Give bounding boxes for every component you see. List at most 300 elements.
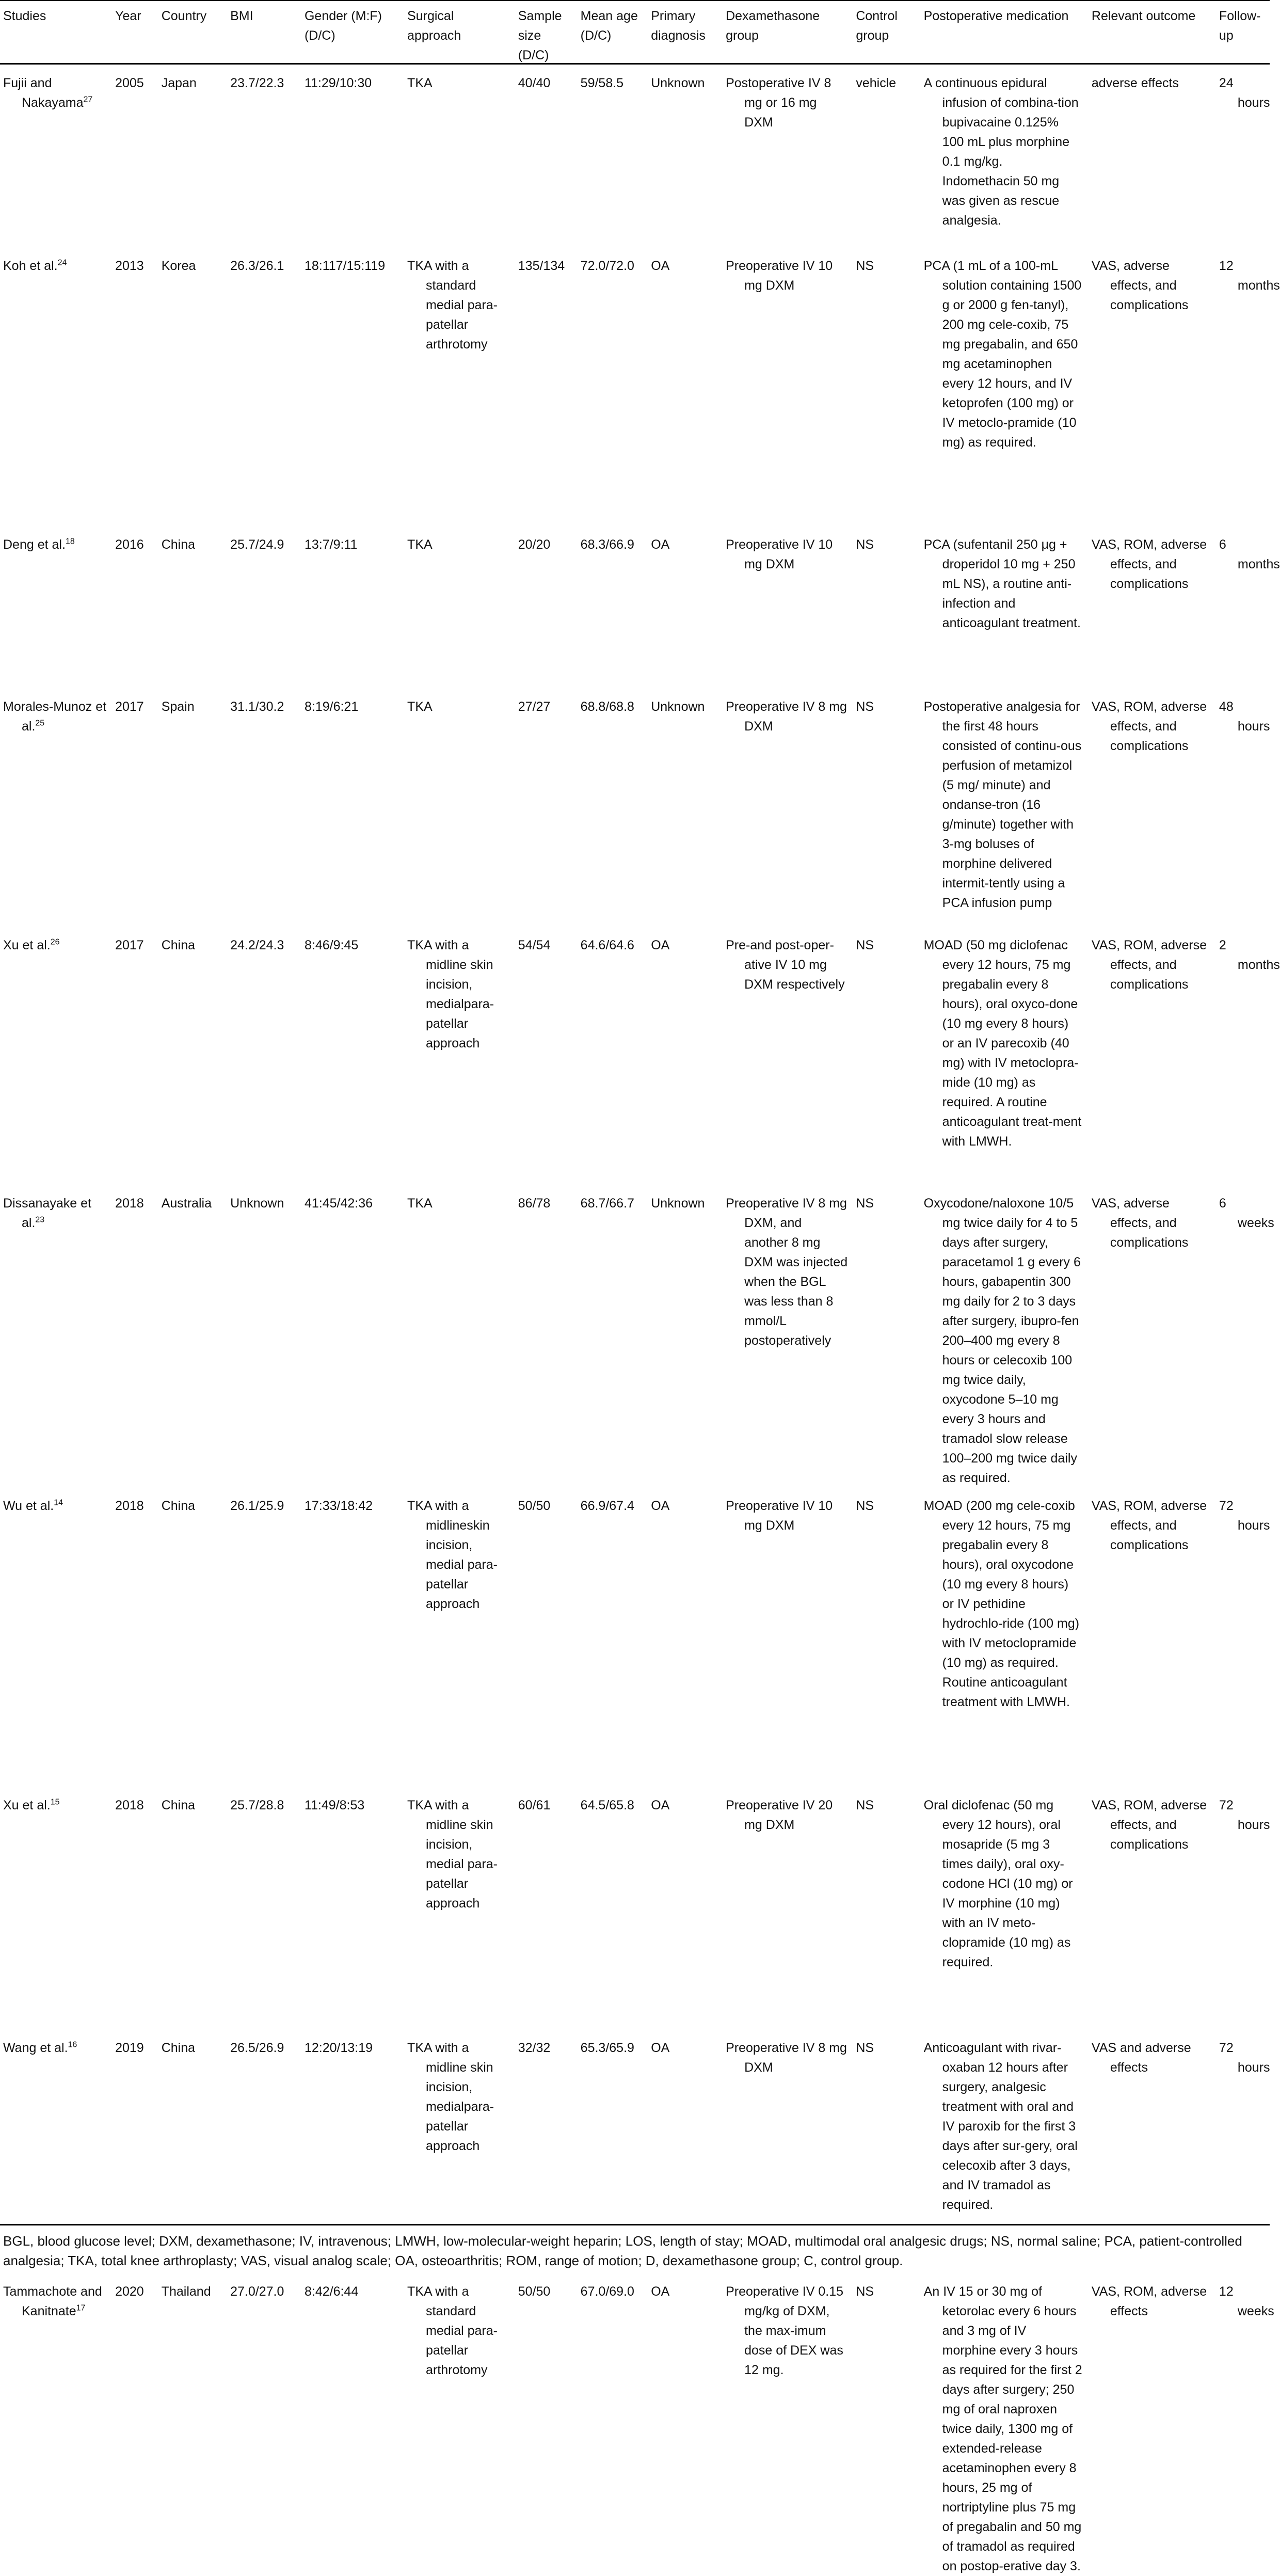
medication-value: PCA (1 mL of a 100-mL solution containing 1500 g or 2000 g fen-tanyl), 200 mg cele-coxib, 75 mg pregabalin, and 650 mg acetaminophen every 12 hours, and IV ketoprofen (100 mg) or IV metoclo-pramide (10 mg) as required. (923, 259, 1082, 450)
surgical-value: TKA with a standard medial para-patellar arthrotomy (407, 259, 498, 352)
age-cell (581, 927, 651, 1185)
study-name: Morales-Munoz et al. (3, 699, 107, 734)
reference-number: 26 (50, 937, 60, 947)
medication-cell (924, 689, 1092, 927)
followup-value: 72 hours (1219, 1798, 1270, 1832)
year-cell (115, 65, 162, 248)
surgical-value: TKA with a standard medial para-patellar arthrotomy (407, 2284, 498, 2377)
header-rule (0, 63, 1270, 65)
sample-value: 135/134 (518, 259, 565, 273)
age-value: 65.3/65.9 (580, 2041, 634, 2055)
year-value: 2017 (115, 699, 144, 714)
year-value: 2016 (115, 537, 144, 552)
followup-value: 6 weeks (1219, 1196, 1274, 1230)
country-cell (162, 927, 230, 1185)
bmi-cell (230, 1185, 305, 1488)
year-value: 2018 (115, 1196, 144, 1211)
reference-number: 25 (35, 719, 45, 728)
age-value: 66.9/67.4 (580, 1499, 634, 1513)
study-name: Tammachote and Kanitnate (3, 2284, 102, 2318)
diagnosis-value: Unknown (651, 1196, 705, 1211)
year-cell (115, 689, 162, 927)
sample-value: 54/54 (518, 938, 551, 952)
study-name: Xu et al. (3, 938, 51, 952)
age-value: 64.5/65.8 (580, 1798, 634, 1812)
sample-cell (518, 527, 581, 689)
diagnosis-cell (651, 65, 726, 248)
surgical-cell (407, 1185, 518, 1488)
study-name-wrap (3, 2038, 107, 2058)
column-header: Dexamethasone group (726, 9, 820, 43)
header-row (0, 0, 1270, 65)
year-cell (115, 527, 162, 689)
table-body (0, 65, 1280, 2576)
surgical-cell (407, 65, 518, 248)
gender-cell (305, 527, 407, 689)
country-value: Japan (161, 76, 197, 90)
column-header: Surgical approach (407, 9, 461, 43)
table-row (0, 527, 1270, 689)
reference-number: 17 (76, 2303, 86, 2313)
gender-cell (305, 1787, 407, 2030)
bmi-cell (230, 927, 305, 1185)
sample-cell (518, 1787, 581, 2030)
followup-value: 12 weeks (1219, 2284, 1274, 2318)
medication-cell (924, 1488, 1092, 1787)
dex-cell (726, 65, 856, 248)
bmi-cell (230, 689, 305, 927)
dex-value: Preoperative IV 10 mg DXM (726, 537, 833, 571)
study-name: Dissanayake et al. (3, 1196, 91, 1230)
study-name: Xu et al. (3, 1798, 51, 1812)
diagnosis-cell (651, 927, 726, 1185)
study-name-wrap (3, 535, 107, 554)
age-cell (581, 1488, 651, 1787)
dex-cell (726, 248, 856, 527)
country-cell (162, 527, 230, 689)
country-value: Spain (161, 699, 195, 714)
study-name-wrap (3, 1795, 107, 1815)
reference-number: 24 (57, 258, 67, 267)
control-cell (856, 2273, 923, 2576)
outcome-cell (1092, 527, 1219, 689)
dex-value: Preoperative IV 10 mg DXM (726, 1499, 833, 1533)
study-cell (0, 65, 115, 248)
bmi-value: Unknown (230, 1196, 284, 1211)
dex-cell (726, 689, 856, 927)
table-row (0, 1488, 1270, 1787)
study-name: Koh et al. (3, 259, 58, 273)
sample-value: 86/78 (518, 1196, 551, 1211)
gender-cell (305, 689, 407, 927)
outcome-cell (1092, 2273, 1219, 2576)
diagnosis-value: OA (651, 2284, 670, 2299)
diagnosis-cell (651, 248, 726, 527)
bmi-value: 26.3/26.1 (230, 259, 284, 273)
gender-value: 11:49/8:53 (304, 1798, 365, 1812)
diagnosis-cell (651, 527, 726, 689)
bmi-cell (230, 527, 305, 689)
diagnosis-cell (651, 689, 726, 927)
control-value: NS (856, 2284, 874, 2299)
age-value: 67.0/69.0 (580, 2284, 634, 2299)
sample-value: 20/20 (518, 537, 551, 552)
outcome-value: VAS, ROM, adverse effects, and complications (1091, 537, 1207, 591)
table-row (0, 689, 1270, 927)
study-cell (0, 2273, 115, 2576)
diagnosis-value: Unknown (651, 699, 705, 714)
bmi-value: 26.5/26.9 (230, 2041, 284, 2055)
gender-value: 17:33/18:42 (304, 1499, 373, 1513)
followup-cell (1219, 2273, 1274, 2576)
gender-cell (305, 1185, 407, 1488)
control-value: NS (856, 259, 874, 273)
dex-cell (726, 527, 856, 689)
study-name-wrap (3, 697, 107, 736)
outcome-value: VAS, ROM, adverse effects, and complications (1091, 1499, 1207, 1552)
diagnosis-value: OA (651, 259, 670, 273)
study-name: Fujii and Nakayama (3, 76, 84, 110)
bmi-cell (230, 1787, 305, 2030)
table-row (0, 65, 1270, 248)
column-header: Control group (856, 9, 898, 43)
age-value: 59/58.5 (580, 76, 624, 90)
followup-cell (1219, 1488, 1270, 1787)
sample-cell (518, 2273, 581, 2576)
study-name-wrap (3, 1496, 107, 1516)
control-cell (856, 248, 923, 527)
country-cell (162, 2273, 230, 2576)
control-cell (856, 527, 923, 689)
diagnosis-cell (651, 1787, 726, 2030)
followup-value: 12 months (1219, 259, 1280, 293)
year-cell (115, 1488, 162, 1787)
age-value: 72.0/72.0 (580, 259, 634, 273)
gender-value: 11:29/10:30 (304, 76, 372, 90)
bmi-value: 31.1/30.2 (230, 699, 284, 714)
control-cell (856, 1488, 923, 1787)
surgical-value: TKA with a midline skin incision, medialpara-patellar approach (407, 2041, 494, 2153)
medication-cell (924, 248, 1092, 527)
surgical-cell (407, 689, 518, 927)
age-cell (581, 65, 651, 248)
table-row (0, 1787, 1270, 2030)
gender-value: 8:42/6:44 (304, 2284, 359, 2299)
dex-value: Preoperative IV 10 mg DXM (726, 259, 833, 293)
outcome-cell (1092, 689, 1219, 927)
top-rule (0, 0, 1270, 1)
dex-value: Preoperative IV 20 mg DXM (726, 1798, 833, 1832)
gender-cell (305, 927, 407, 1185)
surgical-cell (407, 1488, 518, 1787)
followup-value: 72 hours (1219, 1499, 1270, 1533)
column-header: Country (161, 9, 207, 23)
study-name: Wang et al. (3, 2041, 68, 2055)
bottom-rule (0, 2224, 1270, 2225)
bmi-cell (230, 248, 305, 527)
reference-number: 14 (54, 1498, 63, 1507)
medication-cell (924, 1185, 1092, 1488)
medication-cell (924, 65, 1092, 248)
study-name: Wu et al. (3, 1499, 54, 1513)
sample-cell (518, 65, 581, 248)
control-cell (856, 927, 923, 1185)
medication-value: Postoperative analgesia for the first 48 hours consisted of continu-ous perfusion of metamizol (5 mg/ minute) and ondanse-tron (16 g/minute) together with 3-mg boluses of morphine delivered intermit-tently using a PCA infusion pump (923, 699, 1082, 910)
gender-cell (305, 1488, 407, 1787)
surgical-value: TKA with a midline skin incision, medialpara-patellar approach (407, 938, 494, 1051)
control-value: NS (856, 2041, 874, 2055)
age-value: 68.8/68.8 (580, 699, 634, 714)
country-cell (162, 1488, 230, 1787)
year-cell (115, 2273, 162, 2576)
table-row (0, 1185, 1270, 1488)
diagnosis-cell (651, 2273, 726, 2576)
gender-value: 8:19/6:21 (304, 699, 359, 714)
country-value: Thailand (161, 2284, 211, 2299)
country-value: Korea (161, 259, 196, 273)
age-cell (581, 1787, 651, 2030)
bmi-value: 24.2/24.3 (230, 938, 284, 952)
column-header: BMI (230, 9, 253, 23)
reference-number: 23 (35, 1215, 45, 1225)
sample-cell (518, 1185, 581, 1488)
year-value: 2017 (115, 938, 144, 952)
year-cell (115, 927, 162, 1185)
surgical-value: TKA (407, 537, 433, 552)
gender-cell (305, 65, 407, 248)
sample-value: 40/40 (518, 76, 551, 90)
outcome-cell (1092, 1185, 1219, 1488)
country-cell (162, 248, 230, 527)
control-value: NS (856, 537, 874, 552)
bmi-cell (230, 65, 305, 248)
outcome-cell (1092, 927, 1219, 1185)
control-value: vehicle (856, 76, 897, 90)
column-header: Follow-up (1219, 9, 1261, 43)
surgical-value: TKA (407, 699, 433, 714)
dex-value: Preoperative IV 0.15 mg/kg of DXM, the max-imum dose of DEX was 12 mg. (726, 2284, 844, 2377)
country-cell (162, 1787, 230, 2030)
gender-value: 8:46/9:45 (304, 938, 359, 952)
column-header: Primary diagnosis (651, 9, 706, 43)
followup-cell (1219, 65, 1270, 248)
year-cell (115, 1185, 162, 1488)
column-header: Relevant outcome (1091, 9, 1196, 23)
diagnosis-cell (651, 1185, 726, 1488)
medication-cell (924, 527, 1092, 689)
sample-value: 32/32 (518, 2041, 551, 2055)
bmi-value: 25.7/28.8 (230, 1798, 284, 1812)
column-header: Gender (M:F) (D/C) (304, 9, 382, 43)
study-name-wrap (3, 1194, 107, 1233)
year-value: 2018 (115, 1499, 144, 1513)
column-header: Postoperative medication (923, 9, 1069, 23)
control-cell (856, 689, 923, 927)
bmi-cell (230, 1488, 305, 1787)
year-value: 2018 (115, 1798, 144, 1812)
outcome-cell (1092, 248, 1219, 527)
medication-value: PCA (sufentanil 250 μg + droperidol 10 mg + 250 mL NS), a routine anti-infection and anticoagulant treatment. (923, 537, 1081, 630)
outcome-cell (1092, 1488, 1219, 1787)
surgical-cell (407, 2273, 518, 2576)
country-value: China (161, 938, 196, 952)
outcome-value: VAS and adverse effects (1091, 2041, 1191, 2075)
column-header: Year (115, 9, 141, 23)
surgical-cell (407, 927, 518, 1185)
surgical-value: TKA (407, 1196, 433, 1211)
surgical-cell (407, 527, 518, 689)
age-cell (581, 1185, 651, 1488)
age-value: 68.7/66.7 (580, 1196, 634, 1211)
diagnosis-cell (651, 1488, 726, 1787)
diagnosis-value: OA (651, 938, 670, 952)
age-cell (581, 689, 651, 927)
sample-value: 50/50 (518, 2284, 551, 2299)
followup-value: 48 hours (1219, 699, 1270, 734)
control-value: NS (856, 1196, 874, 1211)
bmi-value: 26.1/25.9 (230, 1499, 284, 1513)
gender-cell (305, 2273, 407, 2576)
study-cell (0, 1185, 115, 1488)
study-name: Deng et al. (3, 537, 66, 552)
followup-cell (1219, 1185, 1274, 1488)
year-cell (115, 248, 162, 527)
diagnosis-value: OA (651, 2041, 670, 2055)
country-value: China (161, 2041, 196, 2055)
gender-value: 41:45/42:36 (304, 1196, 373, 1211)
sample-value: 60/61 (518, 1798, 551, 1812)
gender-value: 18:117/15:119 (304, 259, 386, 273)
followup-cell (1219, 927, 1280, 1185)
table-row (0, 927, 1270, 1185)
dex-cell (726, 1185, 856, 1488)
followup-value: 6 months (1219, 537, 1280, 571)
medication-value: MOAD (200 mg cele-coxib every 12 hours, 75 mg pregabalin every 8 hours), oral oxycodone (10 mg every 8 hours) or IV pethidine hydrochlo-ride (100 mg) with IV metoclopramide (10 mg) as required. Routine anticoagulant treatment with LMWH. (923, 1499, 1080, 1709)
control-value: NS (856, 938, 874, 952)
control-cell (856, 65, 923, 248)
medication-value: Anticoagulant with rivar-oxaban 12 hours after surgery, analgesic treatment with oral and IV paroxib for the first 3 days after sur-gery, oral celecoxib after 3 days, and IV tramadol as required. (923, 2041, 1078, 2212)
dex-value: Preoperative IV 8 mg DXM (726, 699, 847, 734)
year-value: 2013 (115, 259, 144, 273)
control-cell (856, 1185, 923, 1488)
country-cell (162, 689, 230, 927)
sample-cell (518, 689, 581, 927)
dex-value: Preoperative IV 8 mg DXM, and another 8 mg DXM was injected when the BGL was less than 8 mmol/L postoperatively (726, 1196, 848, 1348)
table-row (0, 248, 1270, 527)
control-value: NS (856, 1798, 874, 1812)
column-header: Sample size (D/C) (518, 9, 562, 62)
medication-value: Oxycodone/naloxone 10/5 mg twice daily for 4 to 5 days after surgery, paracetamol 1 g every 6 hours, gabapentin 300 mg daily for 2 to 3 days after surgery, ibupro-fen 200–400 mg every 8 hours or celecoxib 100 mg twice daily, oxycodone 5–10 mg every 3 hours and tramadol slow release 100–200 mg twice daily as required. (923, 1196, 1081, 1485)
study-cell (0, 927, 115, 1185)
gender-cell (305, 248, 407, 527)
medication-cell (924, 927, 1092, 1185)
sample-cell (518, 927, 581, 1185)
sample-value: 50/50 (518, 1499, 551, 1513)
year-value: 2005 (115, 76, 144, 90)
age-cell (581, 248, 651, 527)
outcome-value: VAS, ROM, adverse effects (1091, 2284, 1207, 2318)
bmi-value: 23.7/22.3 (230, 76, 284, 90)
outcome-value: VAS, ROM, adverse effects, and complications (1091, 699, 1207, 753)
medication-value: A continuous epidural infusion of combina-tion bupivacaine 0.125% 100 mL plus morphine 0.1 mg/kg. Indomethacin 50 mg was given as rescue analgesia. (923, 76, 1079, 228)
diagnosis-value: Unknown (651, 76, 705, 90)
dex-value: Pre-and post-oper-ative IV 10 mg DXM respectively (726, 938, 845, 992)
medication-value: MOAD (50 mg diclofenac every 12 hours, 75 mg pregabalin every 8 hours), oral oxyco-done (10 mg every 8 hours) or an IV parecoxib (40 mg) with IV metoclopra-mide (10 mg) as required. A routine anticoagulant treat-ment with LMWH. (923, 938, 1082, 1149)
column-header: Studies (3, 9, 46, 23)
outcome-value: adverse effects (1091, 76, 1179, 90)
sample-value: 27/27 (518, 699, 551, 714)
dex-cell (726, 1787, 856, 2030)
outcome-value: VAS, adverse effects, and complications (1091, 259, 1189, 312)
gender-value: 12:20/13:19 (304, 2041, 373, 2055)
surgical-value: TKA with a midline skin incision, medial para-patellar approach (407, 1798, 498, 1911)
country-cell (162, 1185, 230, 1488)
study-name-wrap (3, 935, 107, 955)
followup-cell (1219, 1787, 1270, 2030)
dex-cell (726, 1488, 856, 1787)
followup-value: 2 months (1219, 938, 1280, 972)
followup-cell (1219, 527, 1280, 689)
bmi-value: 25.7/24.9 (230, 537, 284, 552)
study-name-wrap (3, 256, 107, 276)
age-cell (581, 2273, 651, 2576)
sample-cell (518, 1488, 581, 1787)
outcome-value: VAS, ROM, adverse effects, and complications (1091, 938, 1207, 992)
table-footnote: BGL, blood glucose level; DXM, dexamethasone; IV, intravenous; LMWH, low-molecular-weight heparin; LOS, length of stay; MOAD, multimodal oral analgesic drugs; NS, normal saline; PCA, patient-controlled analgesia; TKA, total knee arthroplasty; VAS, visual analog scale; OA, osteoarthritis; ROM, range of motion; D, dexamethasone group; C, control group. (3, 2233, 1242, 2268)
reference-number: 16 (68, 2040, 77, 2049)
control-cell (856, 1787, 923, 2030)
study-cell (0, 1787, 115, 2030)
followup-value: 72 hours (1219, 2041, 1270, 2075)
surgical-value: TKA with a midlineskin incision, medial para-patellar approach (407, 1499, 498, 1611)
control-value: NS (856, 1499, 874, 1513)
study-cell (0, 1488, 115, 1787)
gender-value: 13:7/9:11 (304, 537, 358, 552)
reference-number: 18 (65, 537, 75, 546)
medication-cell (924, 1787, 1092, 2030)
age-cell (581, 527, 651, 689)
diagnosis-value: OA (651, 1798, 670, 1812)
outcome-cell (1092, 1787, 1219, 2030)
followup-cell (1219, 248, 1280, 527)
year-value: 2019 (115, 2041, 144, 2055)
study-cell (0, 689, 115, 927)
sample-cell (518, 248, 581, 527)
dex-value: Postoperative IV 8 mg or 16 mg DXM (726, 76, 831, 130)
table-row (0, 2273, 1270, 2576)
medication-value: Oral diclofenac (50 mg every 12 hours), oral mosapride (5 mg 3 times daily), oral oxy-codone HCl (10 mg) or IV morphine (10 mg) with an IV meto-clopramide (10 mg) as required. (923, 1798, 1073, 1969)
diagnosis-value: OA (651, 537, 670, 552)
country-value: China (161, 537, 196, 552)
dex-cell (726, 927, 856, 1185)
reference-number: 15 (50, 1798, 60, 1807)
country-value: China (161, 1798, 196, 1812)
dex-cell (726, 2273, 856, 2576)
outcome-value: VAS, ROM, adverse effects, and complications (1091, 1798, 1207, 1852)
bmi-value: 27.0/27.0 (230, 2284, 284, 2299)
reference-number: 27 (83, 95, 93, 104)
year-cell (115, 1787, 162, 2030)
bmi-cell (230, 2273, 305, 2576)
medication-cell (924, 2273, 1092, 2576)
study-cell (0, 248, 115, 527)
medication-value: An IV 15 or 30 mg of ketorolac every 6 hours and 3 mg of IV morphine every 3 hours as required for the first 2 days after surgery; 250 mg of oral naproxen twice daily, 1300 mg of extended-release acetaminophen every 8 hours, 25 mg of nortriptyline plus 75 mg of pregabalin and 50 mg of tramadol as required on postop-erative day 3. (923, 2284, 1082, 2573)
column-header: Mean age (D/C) (580, 9, 638, 43)
surgical-cell (407, 1787, 518, 2030)
outcome-cell (1092, 65, 1219, 248)
study-name-wrap (3, 2282, 107, 2321)
year-value: 2020 (115, 2284, 144, 2299)
